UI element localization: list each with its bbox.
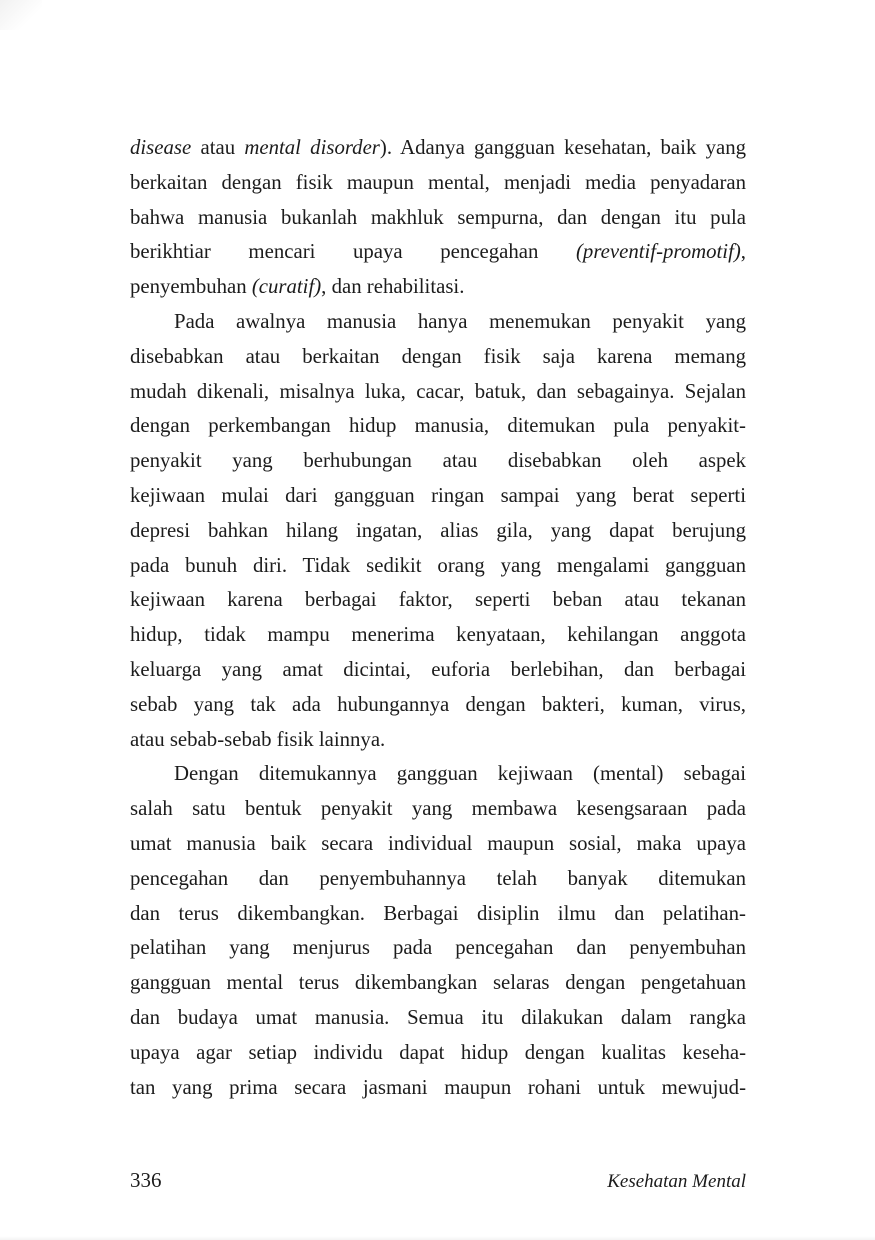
- text-line: [130, 966, 746, 1001]
- text-line: [130, 1036, 746, 1071]
- text-run: upaya agar setiap individu dapat hidup dengan kualitas keseha-: [130, 1040, 746, 1064]
- text-run: berikhtiar mencari upaya pencegahan: [130, 240, 576, 264]
- text-line: [130, 653, 746, 688]
- text-line: [130, 549, 746, 584]
- text-line: [130, 862, 746, 897]
- text-run: tan yang prima secara jasmani maupun rohani untuk mewujud-: [130, 1075, 746, 1099]
- text-line: [130, 618, 746, 653]
- text-run: dan terus dikembangkan. Berbagai disiplin ilmu dan pelatihan-: [130, 901, 746, 925]
- text-line: [130, 166, 746, 201]
- text-run: kejiwaan mulai dari gangguan ringan sampai yang berat seperti: [130, 483, 746, 507]
- text-run: penyakit yang berhubungan atau disebabkan oleh aspek: [130, 449, 746, 473]
- text-run: Pada awalnya manusia hanya menemukan penyakit yang: [174, 309, 746, 333]
- text-line: [130, 723, 746, 758]
- text-run: penyembuhan: [130, 275, 252, 299]
- text-run: bahwa manusia bukanlah makhluk sempurna, dan dengan itu pula: [130, 205, 746, 229]
- text-run: disebabkan atau berkaitan dengan fisik saja karena memang: [130, 344, 746, 368]
- text-run: kejiwaan karena berbagai faktor, seperti beban atau tekanan: [130, 588, 746, 612]
- text-line: [130, 131, 746, 166]
- text-line: [130, 444, 746, 479]
- text-run: Dengan ditemukannya gangguan kejiwaan (mental) sebagai: [174, 762, 746, 786]
- text-line: [130, 235, 746, 270]
- text-line: [130, 757, 746, 792]
- text-run: pelatihan yang menjurus pada pencegahan dan penyembuhan: [130, 936, 746, 960]
- text-run: salah satu bentuk penyakit yang membawa kesengsaraan pada: [130, 797, 746, 821]
- text-line: [130, 305, 746, 340]
- text-line: [130, 201, 746, 236]
- text-run: , dan rehabilitasi.: [321, 275, 465, 299]
- text-run: pencegahan dan penyembuhannya telah banyak ditemukan: [130, 866, 746, 890]
- text-run: umat manusia baik secara individual maupun sosial, maka upaya: [130, 831, 746, 855]
- text-line: [130, 897, 746, 932]
- text-run: depresi bahkan hilang ingatan, alias gila, yang dapat berujung: [130, 518, 746, 542]
- text-run: atau sebab-sebab fisik lainnya.: [130, 727, 386, 751]
- text-line: [130, 409, 746, 444]
- text-line: [130, 514, 746, 549]
- text-run: dengan perkembangan hidup manusia, ditemukan pula penyakit-: [130, 414, 746, 438]
- italic-text-run: disease: [130, 136, 192, 159]
- text-run: dan budaya umat manusia. Semua itu dilakukan dalam rangka: [130, 1005, 746, 1029]
- text-line: [130, 340, 746, 375]
- text-line: [130, 792, 746, 827]
- text-line: [130, 1071, 746, 1106]
- text-run: gangguan mental terus dikembangkan selaras dengan pengetahuan: [130, 971, 746, 995]
- text-line: [130, 583, 746, 618]
- paragraph: [130, 757, 746, 1105]
- paragraph: [130, 131, 746, 305]
- paragraph: [130, 305, 746, 757]
- text-line: [130, 270, 746, 305]
- italic-text-run: (curatif): [251, 275, 322, 299]
- text-line: [130, 931, 746, 966]
- text-run: berkaitan dengan fisik maupun mental, menjadi media penyadaran: [130, 170, 746, 194]
- italic-text-run: (preventif-promotif): [576, 240, 741, 264]
- text-run: mudah dikenali, misalnya luka, cacar, batuk, dan sebagainya. Sejalan: [130, 379, 746, 403]
- text-run: hidup, tidak mampu menerima kenyataan, kehilangan anggota: [130, 623, 746, 647]
- page-number: 336: [130, 1168, 162, 1192]
- text-run: ,: [740, 240, 746, 264]
- running-title: Kesehatan Mental: [607, 1171, 746, 1192]
- text-line: [130, 1001, 746, 1036]
- text-run: keluarga yang amat dicintai, euforia berlebihan, dan berbagai: [130, 657, 746, 681]
- scan-corner-artifact: [0, 0, 42, 30]
- scan-edge-artifact: [0, 1236, 875, 1240]
- text-line: [130, 479, 746, 514]
- text-line: [130, 688, 746, 723]
- text-line: [130, 827, 746, 862]
- text-line: [130, 375, 746, 410]
- body-text: [130, 131, 746, 1105]
- text-run: sebab yang tak ada hubungannya dengan bakteri, kuman, virus,: [130, 692, 746, 716]
- text-run: atau: [191, 136, 245, 159]
- italic-text-run: mental disorder: [244, 136, 380, 159]
- page-footer: [130, 1168, 746, 1193]
- text-run: ). Adanya gangguan kesehatan, baik yang: [379, 136, 747, 159]
- text-run: pada bunuh diri. Tidak sedikit orang yang mengalami gangguan: [130, 553, 746, 577]
